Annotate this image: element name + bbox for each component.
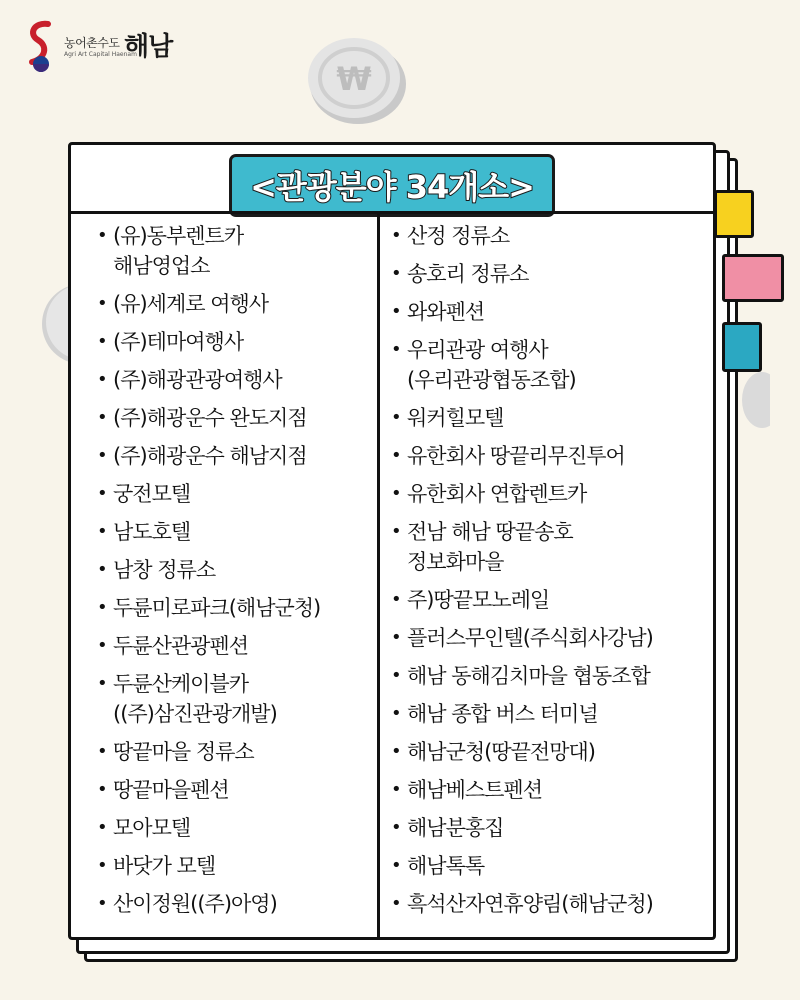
- haenam-logo: [24, 20, 224, 74]
- list-item: • 모아모텔: [97, 813, 373, 843]
- logo-small-text: 농어촌수도: [64, 36, 120, 50]
- list-item: • 해남군청(땅끝전망대): [391, 737, 709, 767]
- list-item: • 땅끝마을펜션: [97, 775, 373, 805]
- list-item: • 궁전모텔: [97, 479, 373, 509]
- list-item: • (주)해광운수 완도지점: [97, 403, 373, 433]
- logo-big-text: 해남: [124, 32, 173, 62]
- list-item: • 해남베스트펜션: [391, 775, 709, 805]
- list-item: • 해남 종합 버스 터미널: [391, 699, 709, 729]
- list-item: • (주)해광관광여행사: [97, 365, 373, 395]
- list-item: • 유한회사 땅끝리무진투어: [391, 441, 709, 471]
- list-item: • 해남분홍집: [391, 813, 709, 843]
- list-item: • 두륜산관광펜션: [97, 631, 373, 661]
- list-item: • 흑석산자연휴양림(해남군청): [391, 889, 709, 919]
- list-item: • 두륜산케이블카 ((주)삼진관광개발): [97, 669, 373, 729]
- won-coin-icon: [300, 30, 410, 130]
- column-divider: [377, 211, 380, 937]
- pink-tab: [722, 254, 784, 302]
- list-item: • (주)해광운수 해남지점: [97, 441, 373, 471]
- teal-tab: [722, 322, 762, 372]
- coin-partial-right-icon: [740, 370, 770, 430]
- won-symbol: ₩: [336, 60, 372, 98]
- list-item: • 워커힐모텔: [391, 403, 709, 433]
- header-divider: [71, 211, 713, 214]
- list-item: • (유)세계로 여행사: [97, 289, 373, 319]
- list-item: • 플러스무인텔(주식회사강남): [391, 623, 709, 653]
- logo-english-text: Agri Art Capital Haenam: [64, 51, 137, 58]
- list-item: • 두륜미로파크(해남군청): [97, 593, 373, 623]
- list-item: • 해남톡톡: [391, 851, 709, 881]
- list-item: • (주)테마여행사: [97, 327, 373, 357]
- haenam-logo-mark-icon: [24, 20, 58, 74]
- list-item: • 바닷가 모텔: [97, 851, 373, 881]
- title-wrap: [71, 157, 713, 214]
- list-item: • 와와펜션: [391, 297, 709, 327]
- list-item: • 땅끝마을 정류소: [97, 737, 373, 767]
- right-column-list: [391, 221, 709, 927]
- list-item: • 주)땅끝모노레일: [391, 585, 709, 615]
- list-item: • (유)동부렌트카 해남영업소: [97, 221, 373, 281]
- list-card: [68, 142, 716, 940]
- list-item: • 산이정원((주)아영): [97, 889, 373, 919]
- list-item: • 전남 해남 땅끝송호 정보화마을: [391, 517, 709, 577]
- list-item: • 해남 동해김치마을 협동조합: [391, 661, 709, 691]
- list-item: • 송호리 정류소: [391, 259, 709, 289]
- list-item: • 산정 정류소: [391, 221, 709, 251]
- page-title: <관광분야 34개소>: [232, 157, 552, 214]
- list-item: • 유한회사 연합렌트카: [391, 479, 709, 509]
- list-item: • 남창 정류소: [97, 555, 373, 585]
- list-item: • 남도호텔: [97, 517, 373, 547]
- yellow-tab: [714, 190, 754, 238]
- list-item: • 우리관광 여행사 (우리관광협동조합): [391, 335, 709, 395]
- left-column-list: [97, 221, 373, 927]
